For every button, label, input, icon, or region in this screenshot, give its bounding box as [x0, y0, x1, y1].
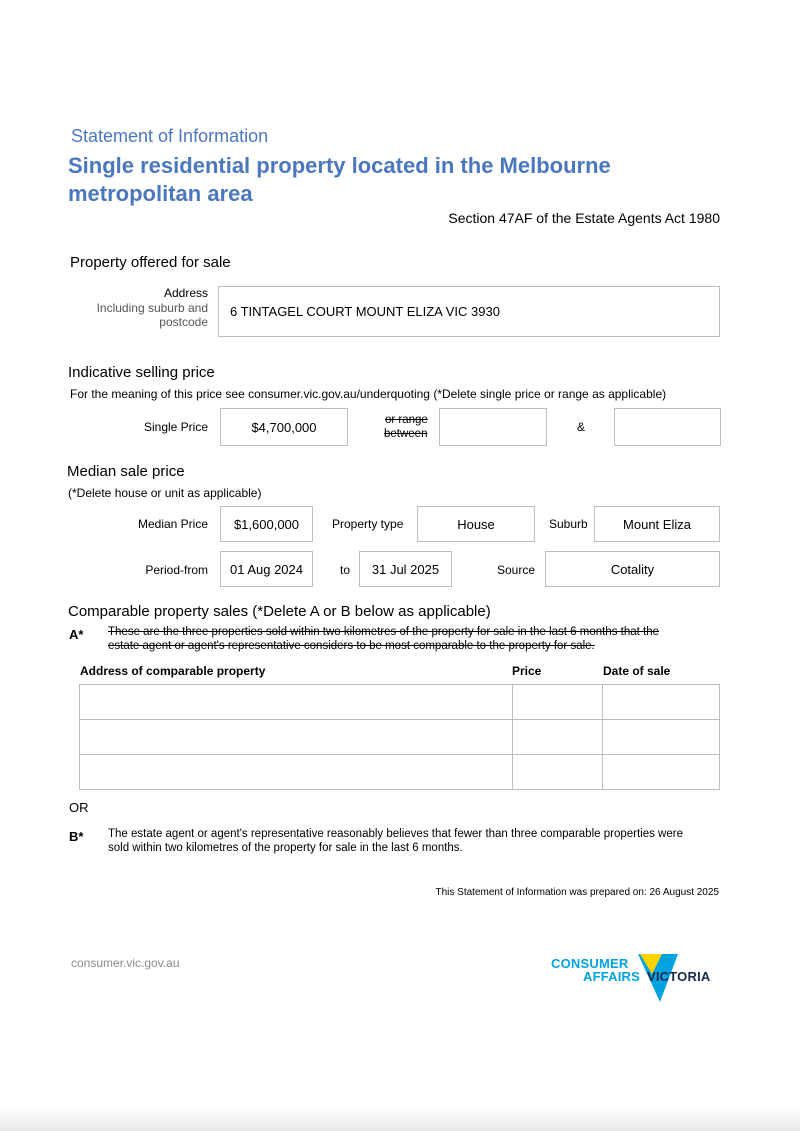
column-header-price: Price	[512, 664, 542, 678]
period-from-value: 01 Aug 2024	[229, 561, 304, 577]
table-cell-date[interactable]	[603, 755, 720, 790]
doc-subtitle: Statement of Information	[71, 126, 269, 146]
single-price-field[interactable]	[220, 408, 348, 446]
source-label: Source	[497, 563, 536, 577]
range-label-line2: between	[384, 428, 428, 440]
option-b-marker: B*	[69, 829, 84, 844]
period-from-label: Period-from	[145, 563, 208, 577]
footer-website[interactable]: consumer.vic.gov.au	[71, 956, 180, 970]
table-cell-date[interactable]	[603, 685, 720, 720]
option-b-text-line2: sold within two kilometres of the property for sale in the last 6 months.	[108, 842, 463, 854]
property-type-field[interactable]	[417, 506, 535, 542]
range-label-line1: or range	[385, 414, 428, 426]
table-row	[80, 755, 720, 790]
column-header-date: Date of sale	[603, 664, 671, 678]
logo-text-affairs: AFFAIRS	[583, 969, 641, 984]
or-label: OR	[69, 800, 89, 815]
median-note: (*Delete house or unit as applicable)	[68, 486, 262, 500]
address-hint-line2: postcode	[159, 315, 208, 329]
single-price-value: $4,700,000	[251, 419, 317, 435]
doc-title-line1: Single residential property located in the Melbourne	[68, 153, 611, 178]
option-a-text-line2: estate agent or agent's representative considers to be most comparable to the property for sale.	[108, 640, 595, 652]
table-cell-date[interactable]	[603, 720, 720, 755]
indicative-heading: Indicative selling price	[68, 364, 215, 381]
table-cell-address[interactable]	[80, 720, 513, 755]
table-row	[80, 720, 720, 755]
comparable-table	[79, 684, 720, 790]
property-type-label: Property type	[332, 517, 404, 531]
property-heading: Property offered for sale	[70, 254, 231, 271]
source-value: Cotality	[610, 561, 655, 577]
prepared-on-text: This Statement of Information was prepared on: 26 August 2025	[435, 887, 719, 898]
table-row	[80, 685, 720, 720]
suburb-field[interactable]	[594, 506, 720, 542]
indicative-note: For the meaning of this price see consumer.vic.gov.au/underquoting (*Delete single price or range as applicable)	[70, 387, 667, 401]
median-heading: Median sale price	[67, 463, 185, 480]
property-type-value: House	[457, 516, 495, 532]
address-hint-line1: Including suburb and	[96, 301, 208, 315]
column-header-address: Address of comparable property	[80, 664, 266, 678]
table-cell-price[interactable]	[513, 720, 603, 755]
period-from-field[interactable]	[220, 551, 313, 587]
to-label: to	[340, 563, 351, 577]
table-cell-price[interactable]	[513, 685, 603, 720]
section-reference: Section 47AF of the Estate Agents Act 1980	[448, 210, 720, 226]
median-price-field[interactable]	[220, 506, 313, 542]
logo-text-victoria: VICTORIA	[647, 969, 711, 984]
table-cell-address[interactable]	[80, 685, 513, 720]
table-cell-address[interactable]	[80, 755, 513, 790]
page-bottom-shadow	[0, 1109, 800, 1131]
single-price-label: Single Price	[143, 420, 208, 434]
median-price-label: Median Price	[137, 517, 208, 531]
address-label: Address	[163, 286, 208, 300]
range-to-field[interactable]	[614, 408, 721, 446]
option-a-text-line1: These are the three properties sold within two kilometres of the property for sale in the last 6 months that the	[108, 626, 660, 638]
suburb-value: Mount Eliza	[623, 516, 691, 532]
suburb-label: Suburb	[549, 517, 588, 531]
option-a-marker: A*	[69, 627, 84, 642]
range-from-field[interactable]	[439, 408, 547, 446]
doc-title-line2: metropolitan area	[68, 181, 253, 206]
logo-text-consumer: CONSUMER	[551, 956, 629, 971]
period-to-field[interactable]	[359, 551, 452, 587]
comparable-heading: Comparable property sales (*Delete A or B below as applicable)	[68, 603, 491, 620]
and-label: &	[577, 420, 586, 434]
address-field[interactable]	[218, 286, 720, 337]
table-cell-price[interactable]	[513, 755, 603, 790]
source-field[interactable]	[545, 551, 720, 587]
period-to-value: 31 Jul 2025	[371, 561, 440, 577]
median-price-value: $1,600,000	[233, 516, 300, 532]
consumer-affairs-victoria-logo	[548, 952, 723, 1004]
address-value: 6 TINTAGEL COURT MOUNT ELIZA VIC 3930	[230, 304, 500, 319]
option-b-text-line1: The estate agent or agent's representative reasonably believes that fewer than three comparable properties were	[108, 828, 683, 840]
